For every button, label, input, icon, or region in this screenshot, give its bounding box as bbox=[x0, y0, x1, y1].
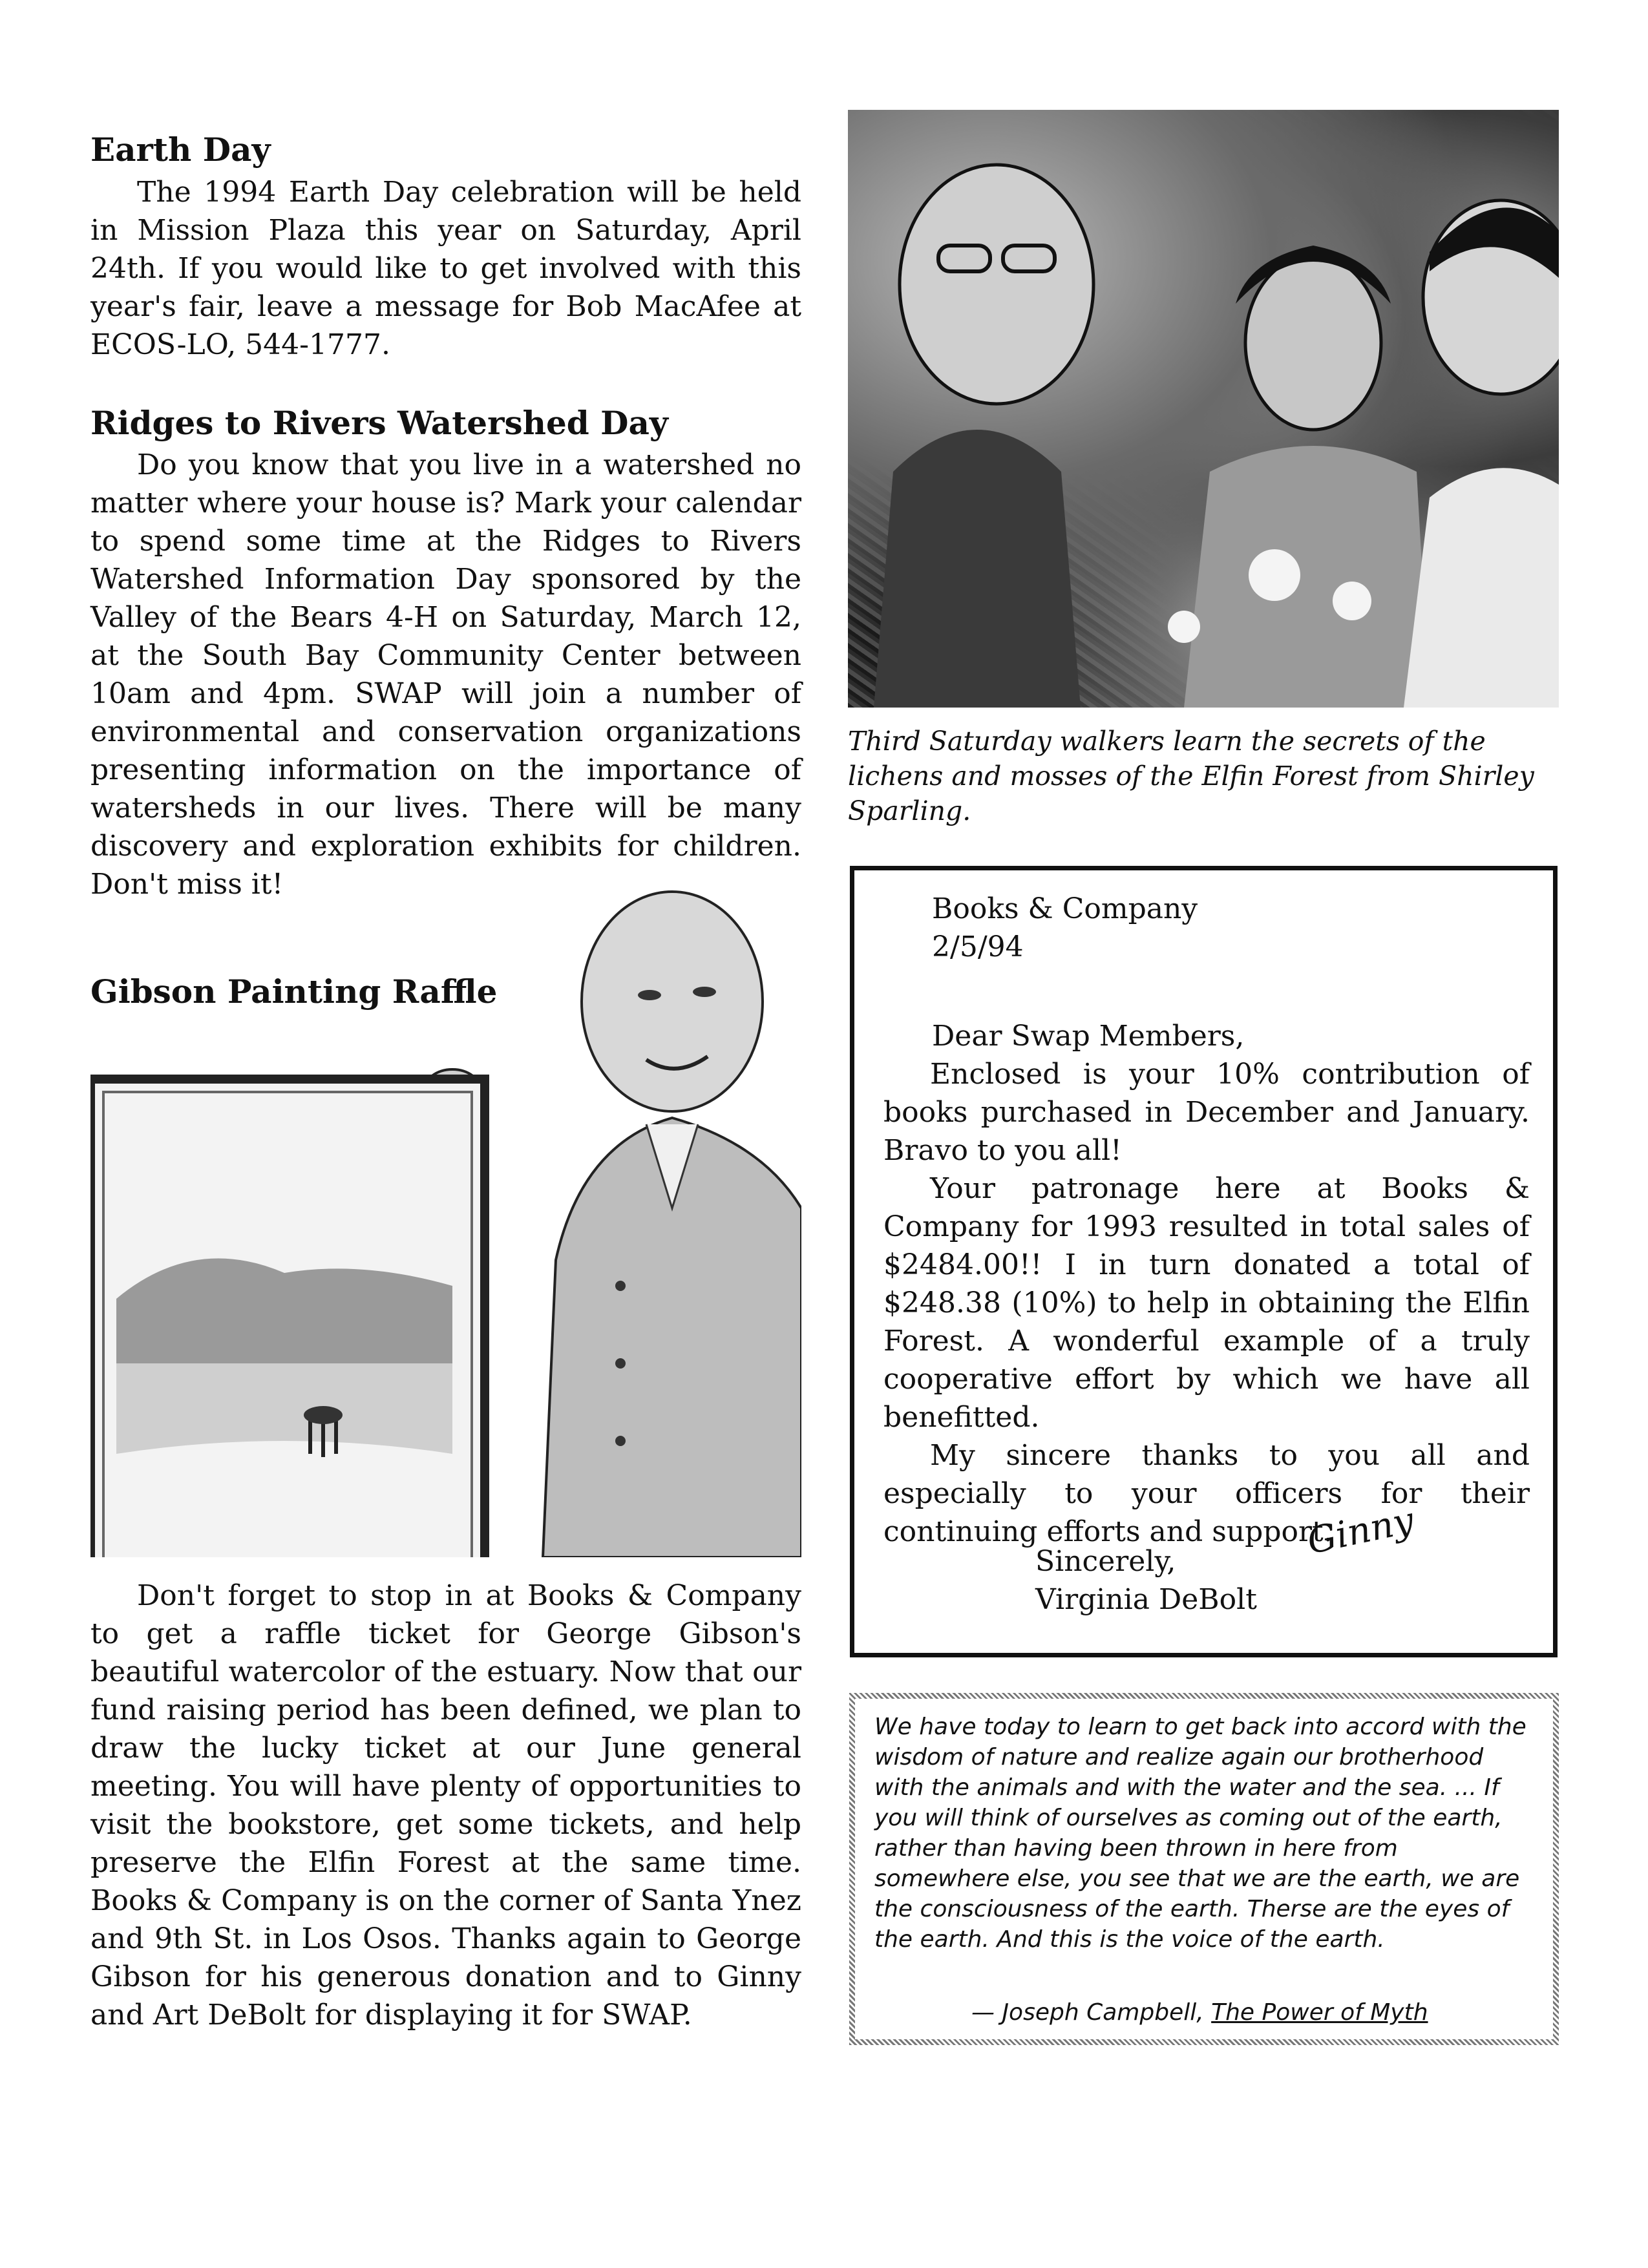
letter-paragraph: Enclosed is your 10% contribution of books purchased in December and January. Bravo to you all! bbox=[883, 1058, 1530, 1167]
books-company-letter bbox=[850, 866, 1558, 1657]
watershed-heading: Ridges to Rivers Watershed Day bbox=[90, 404, 668, 442]
quote-attribution bbox=[971, 1997, 1428, 2028]
earth-day-heading: Earth Day bbox=[90, 131, 271, 169]
letter-date: 2/5/94 bbox=[932, 930, 1024, 963]
signature: Ginny bbox=[1304, 1499, 1418, 1563]
letter-closing: Sincerely, bbox=[1035, 1545, 1176, 1578]
raffle-heading: Gibson Painting Raffle bbox=[90, 972, 503, 1011]
letter-salutation: Dear Swap Members, bbox=[932, 1020, 1245, 1053]
photo-caption: Third Saturday walkers learn the secrets of the lichens and mosses of the Elfin Forest from Shirley Sparling. bbox=[848, 726, 1534, 826]
letter-name: Virginia DeBolt bbox=[1035, 1583, 1257, 1616]
elfin-forest-walkers-photo bbox=[848, 110, 1559, 708]
quote-source-title: The Power of Myth bbox=[1211, 1999, 1428, 2026]
letter-paragraph: Your patronage here at Books & Company for 1993 resulted in total sales of $2484.00!! I in turn donated a total of $248.38 (10%) to help in obtaining the Elfin Forest. A wonderful example of a truly cooperative effort by which we have all benefitted. bbox=[883, 1172, 1530, 1434]
earth-day-body: The 1994 Earth Day celebration will be held in Mission Plaza this year on Saturday, April 24th. If you would like to get involved with this year's fair, leave a message for Bob MacAfee at ECOS-LO, 544-1777. bbox=[90, 176, 801, 361]
letter-paragraph: My sincere thanks to you all and especially to your officers for their continuing efforts and support. bbox=[883, 1439, 1530, 1548]
quote-text: We have today to learn to get back into accord with the wisdom of nature and realize again our brotherhood with the animals and with the water and the sea. ... If you will think of ourselves as coming out of the earth, rather than having been thrown in here from somewhere else, you see that we are the earth, we are the consciousness of the earth. Therse are the eyes of the earth. And this is the voice of the earth. bbox=[874, 1714, 1527, 1953]
letter-sender: Books & Company bbox=[932, 892, 1198, 925]
raffle-body: Don't forget to stop in at Books & Company to get a raffle ticket for George Gibson's beautiful watercolor of the estuary. Now that our fund raising period has been defined, we plan to draw the lucky ticket at our June general meeting. You will have plenty of opportunities to visit the bookstore, get some tickets, and help preserve the Elfin Forest at the same time. Books & Company is on the corner of Santa Ynez and 9th St. in Los Osos. Thanks again to George Gibson for his generous donation and to Ginny and Art DeBolt for displaying it for SWAP. bbox=[90, 1579, 801, 2032]
watershed-body: Do you know that you live in a watershed no matter where your house is? Mark your calendar to spend some time at the Ridges to Rivers Watershed Information Day sponsored by the Valley of the Bears 4-H on Saturday, March 12, at the South Bay Community Center between 10am and 4pm. SWAP will join a number of environmental and conservation organizations presenting information on the importance of watersheds in our lives. There will be many discovery and exploration exhibits for children. Don't miss it! bbox=[90, 448, 801, 901]
quote-attribution-prefix: — Joseph Campbell, bbox=[971, 1999, 1204, 2026]
campbell-quote-box bbox=[849, 1693, 1559, 2045]
